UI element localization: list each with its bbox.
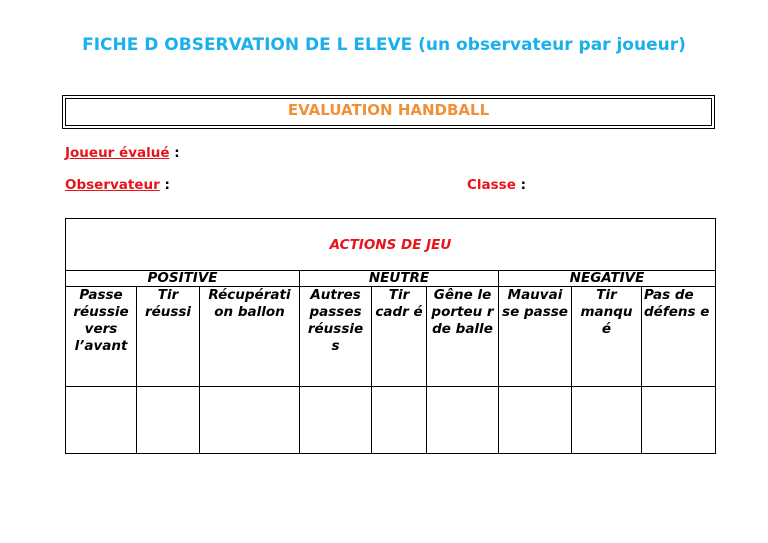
actions-table bbox=[65, 218, 716, 454]
input-cell[interactable] bbox=[66, 387, 137, 454]
input-cell[interactable] bbox=[642, 387, 716, 454]
observateur-label: Observateur bbox=[65, 177, 160, 193]
column-header: Pas de défens e bbox=[642, 287, 716, 387]
observateur-field bbox=[65, 177, 170, 193]
column-header: Mauvai se passe bbox=[499, 287, 572, 387]
column-header: Tir manqu é bbox=[572, 287, 642, 387]
input-cell[interactable] bbox=[427, 387, 499, 454]
evaluation-header-box bbox=[62, 95, 715, 129]
group-negative: NEGATIVE bbox=[499, 271, 716, 287]
input-cell[interactable] bbox=[137, 387, 200, 454]
joueur-colon: : bbox=[169, 145, 180, 161]
classe-field bbox=[467, 177, 526, 193]
input-cell[interactable] bbox=[200, 387, 300, 454]
input-cell[interactable] bbox=[300, 387, 372, 454]
input-cell[interactable] bbox=[499, 387, 572, 454]
column-header: Passe réussie vers l’avant bbox=[66, 287, 137, 387]
joueur-field bbox=[65, 145, 180, 161]
classe-label: Classe bbox=[467, 177, 516, 193]
column-header: Autres passes réussie s bbox=[300, 287, 372, 387]
page-title: FICHE D OBSERVATION DE L ELEVE (un observateur par joueur) bbox=[82, 35, 686, 55]
evaluation-header: EVALUATION HANDBALL bbox=[65, 98, 712, 126]
actions-header: ACTIONS DE JEU bbox=[66, 219, 716, 271]
column-header: Gêne le porteu r de balle bbox=[427, 287, 499, 387]
column-header: Récupérati on ballon bbox=[200, 287, 300, 387]
group-positive: POSITIVE bbox=[66, 271, 300, 287]
observateur-colon: : bbox=[159, 177, 170, 193]
input-cell[interactable] bbox=[572, 387, 642, 454]
input-cell[interactable] bbox=[372, 387, 427, 454]
column-header: Tir réussi bbox=[137, 287, 200, 387]
group-neutre: NEUTRE bbox=[300, 271, 499, 287]
classe-colon: : bbox=[515, 177, 526, 193]
joueur-label: Joueur évalué bbox=[65, 145, 170, 161]
column-header: Tir cadr é bbox=[372, 287, 427, 387]
